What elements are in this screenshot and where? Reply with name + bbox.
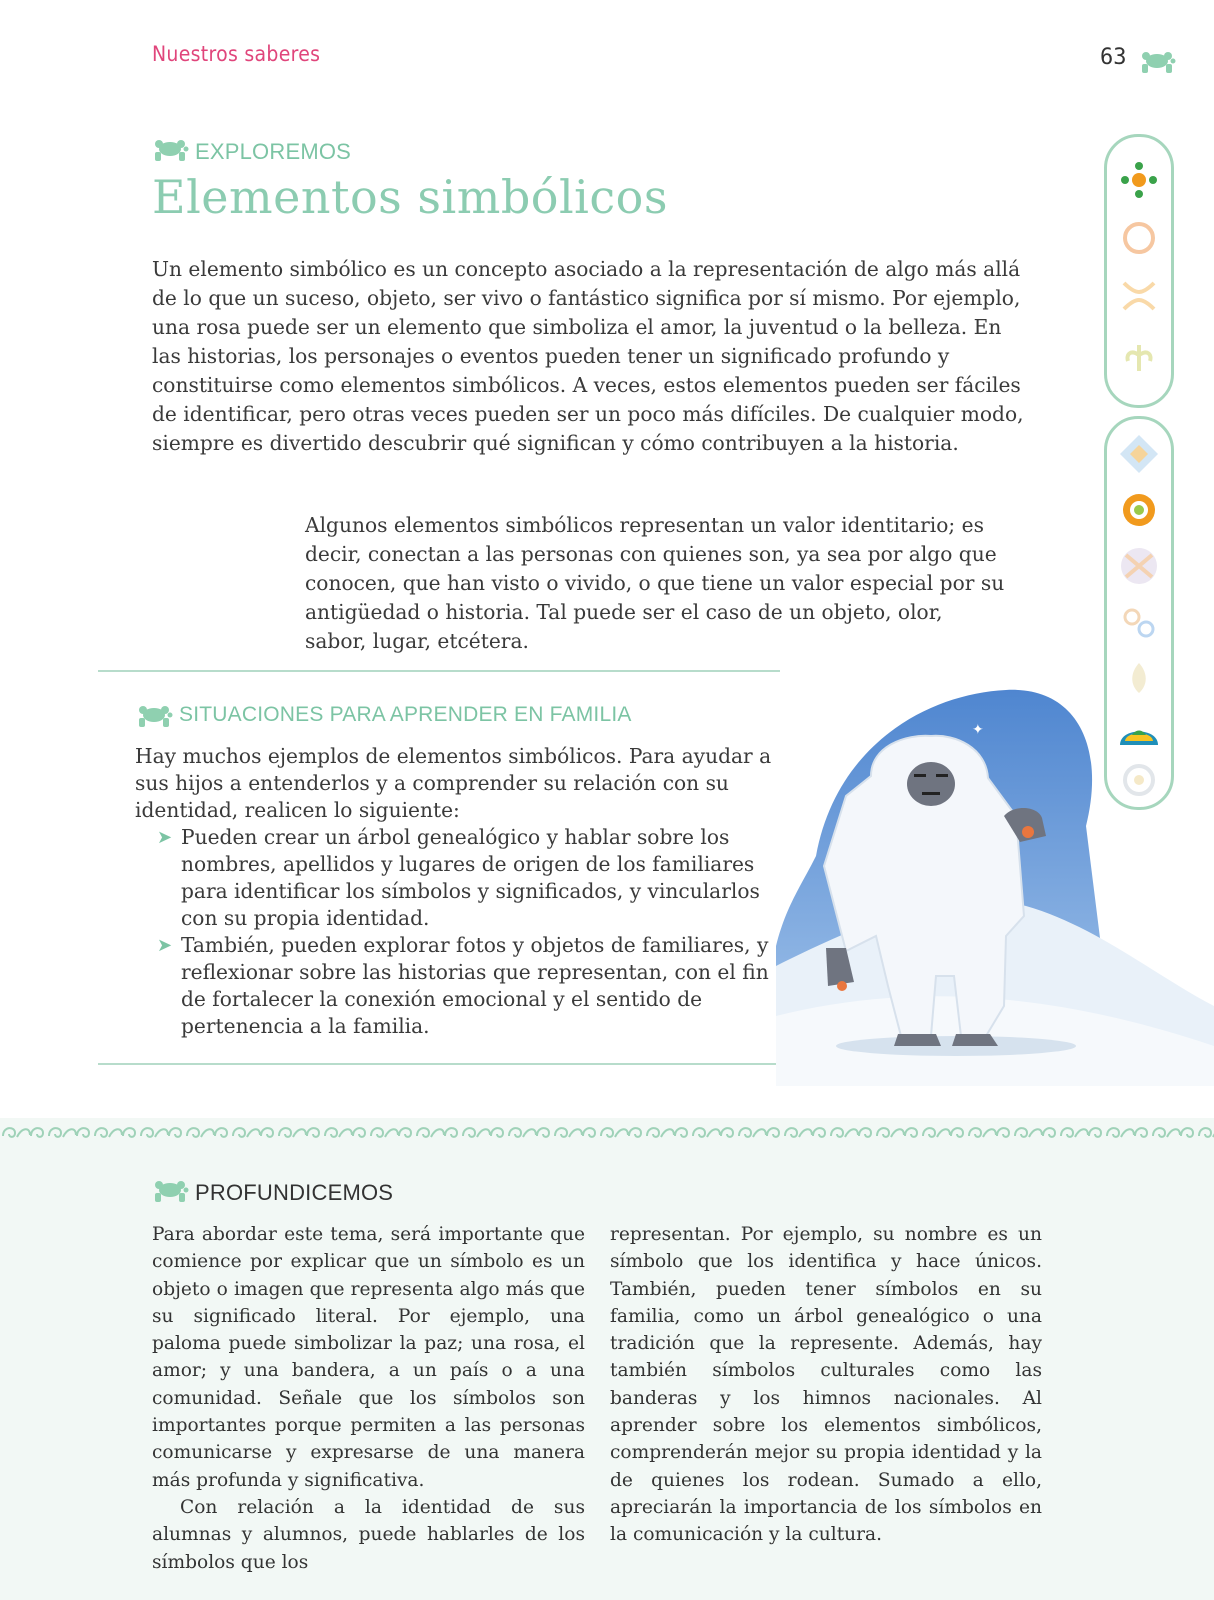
identity-paragraph: Algunos elementos simbólicos representan un valor identitario; es decir, conectan a las personas con quienes son, ya sea por algo que conocen, que han visto o vivido, o que tiene un valor especial por su antigüedad o historia. Tal puede ser el caso de un objeto, olor, sabor, lugar, etcétera. [305, 513, 1005, 653]
frog-glyph-icon [1137, 46, 1177, 76]
deepen-column-2 [610, 1221, 1042, 1549]
svg-text:✦: ✦ [972, 722, 984, 738]
side-nav-group-1 [1104, 134, 1174, 408]
ring-icon[interactable] [1116, 487, 1162, 533]
plant-icon[interactable] [1116, 331, 1162, 377]
section-label-profundicemos: PROFUNDICEMOS [195, 1180, 394, 1205]
intro-paragraph: Un elemento simbólico es un concepto asociado a la representación de algo más allá de lo que un suceso, objeto, ser vivo o fantástico significa por sí mismo. Por ejemplo, una rosa puede ser un elemento que simboliza el amor, la juventud o la belleza. En las historias, los personajes o eventos pueden tener un significado profundo y constituirse como elementos simbólicos. A veces, estos elementos pueden ser fáciles de identificar, pero otras veces pueden ser un poco más difíciles. De cualquier modo, siempre es divertido descubrir qué significan y cómo contribuyen a la historia. [152, 257, 1024, 455]
lotus-icon[interactable] [1116, 655, 1162, 701]
family-intro: Hay muchos ejemplos de elementos simbólicos. Para ayudar a sus hijos a entenderlos y a comprender su relación con su identidad, realicen lo siguiente: [135, 744, 772, 822]
diamond-icon[interactable] [1116, 431, 1162, 477]
pattern-icon[interactable] [1116, 543, 1162, 589]
list-item [135, 932, 785, 1040]
page-title: Elementos simbólicos [152, 170, 668, 224]
side-nav-group-2 [1104, 416, 1174, 810]
frog-glyph-icon [150, 134, 190, 164]
list-item [135, 824, 785, 932]
page-number: 63 [1100, 45, 1127, 70]
figure-icon[interactable] [1116, 215, 1162, 261]
deepen-paragraph: representan. Por ejemplo, su nombre es un símbolo que los identifica y hace únicos. También, pueden tener símbolos en su familia, como un árbol genealógico o una tradición que la represente. Además, hay también símbolos culturales como las banderas y los himnos nacionales. Al aprender sobre los elementos simbólicos, comprenderán mejor su propia identidad y la de quienes los rodean. Sumado a ello, apreciarán la importancia de los símbolos en la comunicación y la cultura. [610, 1224, 1042, 1546]
swirl-icon[interactable] [1116, 757, 1162, 803]
frog-glyph-icon [150, 1175, 190, 1205]
divider-top [98, 670, 780, 672]
flower-icon[interactable] [1116, 157, 1162, 203]
deepen-column-1 [152, 1221, 585, 1576]
section-label-exploremos: EXPLOREMOS [195, 139, 352, 164]
family-content [135, 743, 785, 1040]
deepen-paragraph: Para abordar este tema, será importante que comience por explicar que un símbolo es un objeto o imagen que representa algo más que su significado literal. Por ejemplo, una paloma puede simbolizar la paz; una rosa, el amor; y una bandera, a un país o a una comunidad. Señale que los símbolos son importantes porque permiten a las personas comunicarse y expresarse de una manera más profunda y significativa. [152, 1224, 585, 1491]
chevron-right-icon: ➤ [157, 827, 173, 848]
frog-glyph-icon [134, 700, 174, 730]
chain-icon[interactable] [1116, 599, 1162, 645]
chevron-right-icon: ➤ [157, 935, 173, 956]
loop-icon[interactable] [1116, 273, 1162, 319]
arch-icon[interactable] [1116, 711, 1162, 757]
decorative-border [0, 1121, 1214, 1143]
bullet-text: También, pueden explorar fotos y objetos de familiares, y reflexionar sobre las historias que representan, con el fin de fortalecer la conexión emocional y el sentido de pertenencia a la familia. [181, 933, 769, 1038]
deepen-paragraph: Con relación a la identidad de sus alumnas y alumnos, puede hablarles de los símbolos que los [152, 1496, 585, 1573]
family-bullet-list [135, 824, 785, 1040]
section-label-familia: SITUACIONES PARA APRENDER EN FAMILIA [179, 703, 632, 726]
running-title: Nuestros saberes [152, 42, 321, 66]
bullet-text: Pueden crear un árbol genealógico y hablar sobre los nombres, apellidos y lugares de origen de los familiares para identificar los símbolos y significados, y vincularlos con su propia identidad. [181, 825, 760, 930]
divider-bottom [98, 1063, 780, 1065]
